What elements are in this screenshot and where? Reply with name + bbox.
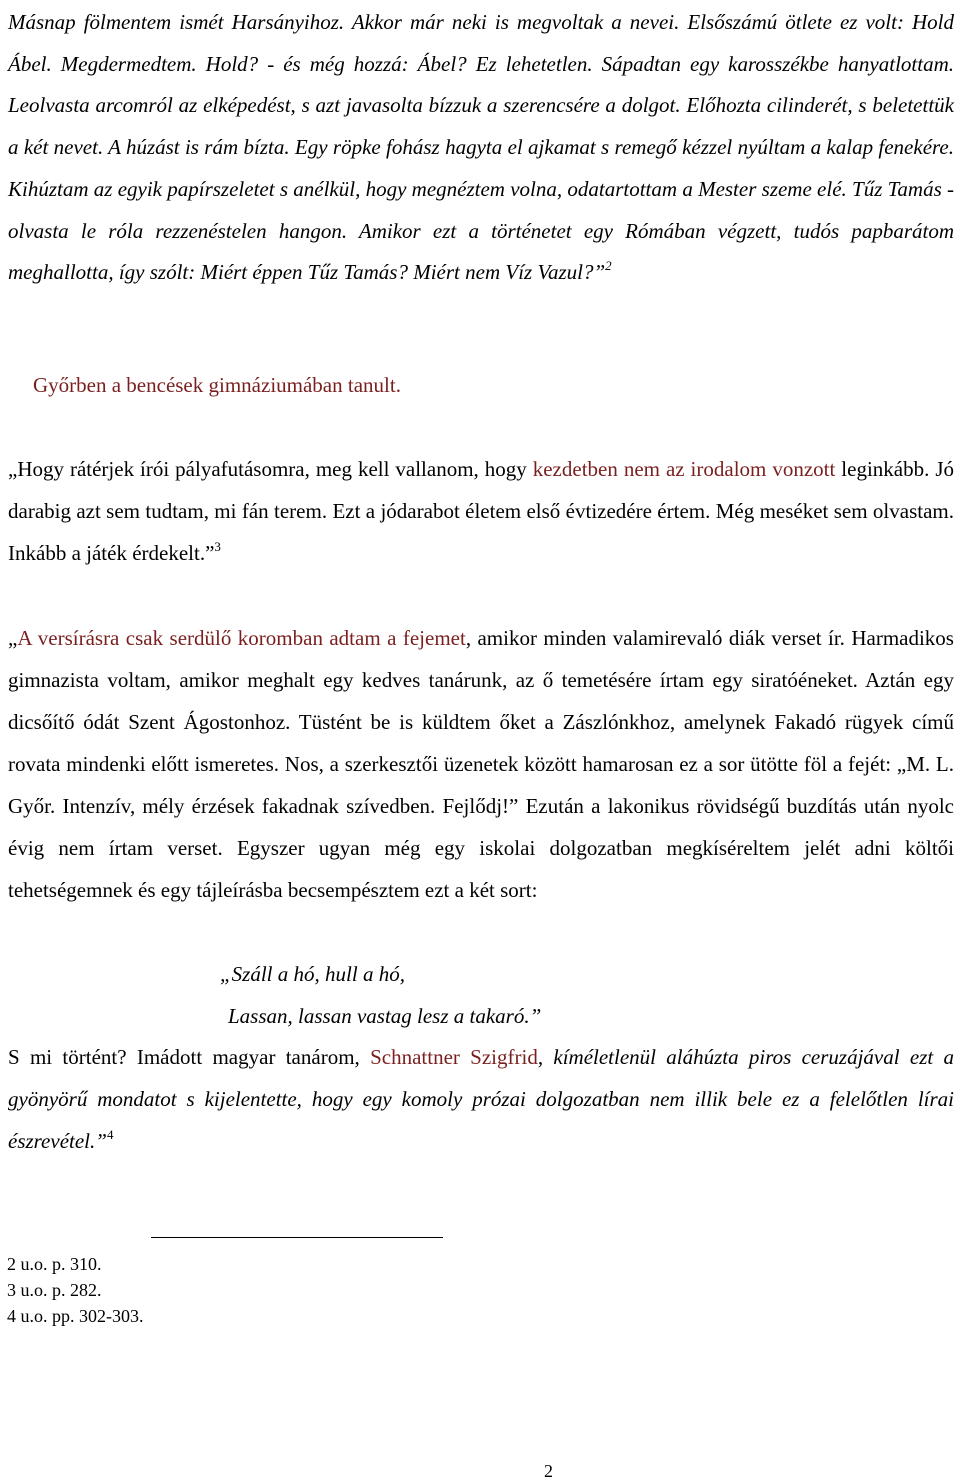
paragraph-verse-writing: [8, 617, 954, 911]
footnote-2: 2 u.o. p. 310.: [7, 1254, 102, 1274]
highlighted-text: kezdetben nem az irodalom vonzott: [532, 457, 836, 481]
paragraph-teacher: [8, 1036, 954, 1162]
poem-line-2: Lassan, lassan vastag lesz a takaró.”: [228, 1004, 542, 1028]
paragraph-text-start: S mi történt? Imádott magyar tanárom,: [8, 1045, 371, 1069]
paragraph-writing-career: [8, 448, 954, 574]
paragraph-text: Győrben a bencések gimnáziumában tanult.: [33, 373, 401, 397]
footnote-ref-3: 3: [214, 539, 221, 554]
quote-mark: „: [8, 626, 18, 650]
footnote-4: 4 u.o. pp. 302-303.: [7, 1306, 144, 1326]
paragraph-gyor-school: [33, 364, 953, 406]
page-number: 2: [544, 1461, 553, 1481]
footnote-separator: [151, 1237, 443, 1238]
paragraph-text-rest: , amikor minden valamirevaló diák verset ír. Harmadikos gimnazista voltam, amikor meghalt egy kedves tanárunk, az ő temetésére írtam egy siratóéneket. Aztán egy dicsőítő ódát Szent Ágostonhoz. Tüstént be is küldtem őket a Zászlónkhoz, amelynek Fakadó rügyek című rovata mindenki előtt ismeretes. Nos, a szerkesztői üzenetek között hamarosan ez a sor ütötte föl a fejét: „M. L. Győr. Intenzív, mély érzések fakadnak szívedben. Fejlődj!” Ezután a lakonikus rövidségű buzdítás után nyolc évig nem írtam verset. Egyszer ugyan még egy iskolai dolgozatban megkíséreltem jelét adni költői tehetségemnek és egy tájleírásba becsempésztem ezt a két sort:: [8, 626, 954, 902]
paragraph-text: Másnap fölmentem ismét Harsányihoz. Akkor már neki is megvoltak a nevei. Elsőszámú ötlete ez volt: Hold Ábel. Megdermedtem. Hold? - és még hozzá: Ábel? Ez lehetetlen. Sápadtan egy karosszékbe hanyatlottam. Leolvasta arcomról az elképedést, s azt javasolta bízzuk a szerencsére a dolgot. Előhozta cilinderét, s beletettük a két nevet. A húzást is rám bízta. Egy röpke fohász hagyta el ajkamat s remegő kézzel nyúltam a kalap fenekére. Kihúztam az egyik papírszeletet s anélkül, hogy megnéztem volna, odatartottam a Mester szeme elé. Tűz Tamás - olvasta le róla rezzenéstelen hangon. Amikor ezt a történetet egy Rómában végzett, tudós papbarátom meghallotta, így szólt: Miért éppen Tűz Tamás? Miért nem Víz Vazul?”: [8, 10, 954, 285]
poem-line-1: „Száll a hó, hull a hó,: [220, 962, 405, 986]
footnote-ref-4: 4: [106, 1127, 114, 1142]
paragraph-text-rest: leginkább. Jó darabig azt sem tudtam, mi fán terem. Ezt a jódarabot életem első évtizedére értem. Még meséket sem olvastam. Inkább a játék érdekelt.”: [8, 457, 954, 565]
teacher-name: Schnattner Szigfrid: [370, 1045, 538, 1069]
footnote-ref-2: 2: [605, 258, 612, 274]
footnote-3: 3 u.o. p. 282.: [7, 1280, 102, 1300]
paragraph-text-start: „Hogy rátérjek írói pályafutásomra, meg kell vallanom, hogy: [8, 457, 533, 481]
paragraph-text-rest: , kíméletlenül aláhúzta piros ceruzájával ezt a gyönyörű mondatot s kijelentette, hogy egy komoly prózai dolgozatban nem illik bele ez a felelőtlen lírai észrevétel.”: [8, 1045, 954, 1153]
paragraph-harsanyi-story: [8, 2, 954, 294]
highlighted-text: A versírásra csak serdülő koromban adtam a fejemet: [17, 626, 466, 650]
